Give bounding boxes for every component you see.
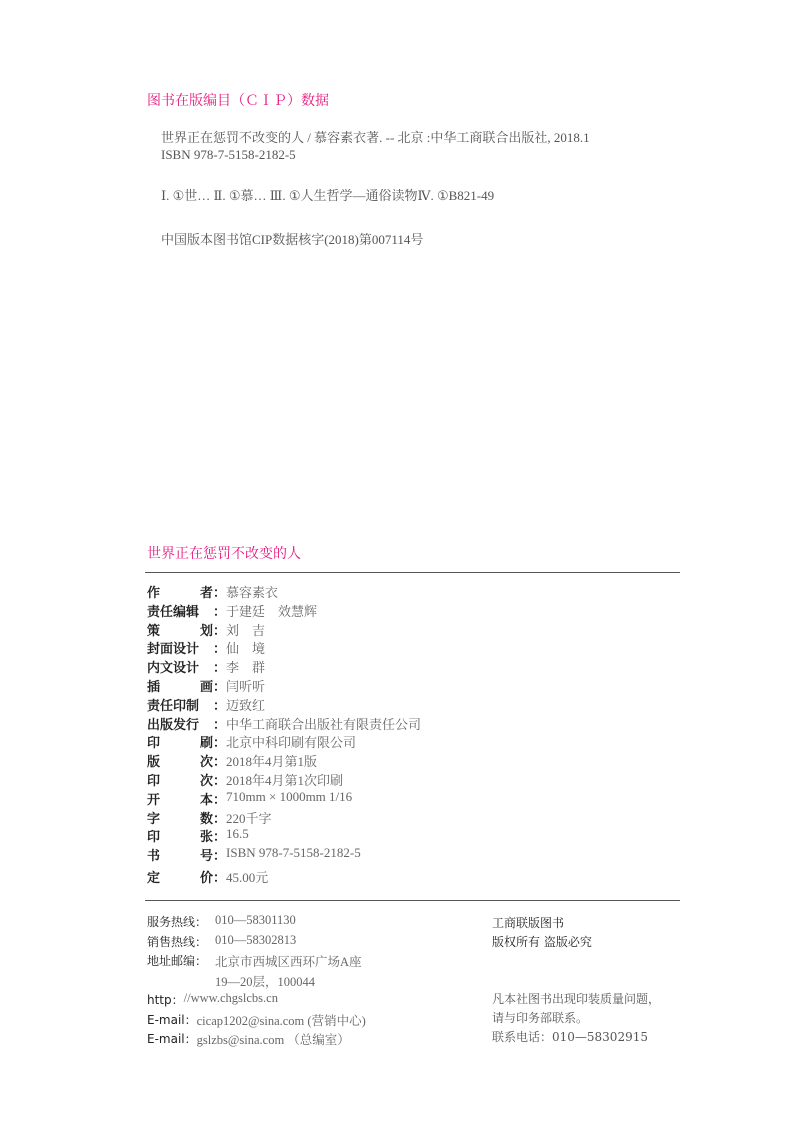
- colon: ：: [213, 623, 227, 639]
- contact-label: http：: [147, 993, 184, 1007]
- credit-label-char: 价: [199, 871, 213, 886]
- contact-row: [147, 1011, 366, 1029]
- colon: ：: [213, 642, 227, 658]
- credit-label-char: 作: [147, 586, 161, 601]
- credit-row: [147, 695, 265, 714]
- credit-row: [147, 732, 356, 751]
- credit-row: [147, 582, 278, 601]
- credit-label: [147, 582, 213, 601]
- contact-label: 地址邮编：: [147, 954, 208, 968]
- contact-label: 服务热线：: [147, 915, 208, 929]
- credit-value: 迈致红: [226, 697, 266, 713]
- credit-row: [147, 620, 265, 639]
- credit-label-char: 字: [147, 811, 161, 827]
- credit-value: 闫听听: [226, 679, 266, 694]
- contact-value: cicap1202@sina.com (营销中心): [196, 1013, 366, 1028]
- publisher-brand: 工商联版图书: [492, 916, 565, 930]
- credit-label-char: 版: [147, 755, 161, 771]
- credit-label: [147, 826, 213, 845]
- credit-value: 李 群: [226, 660, 266, 676]
- contact-value: 010—58301130: [215, 913, 296, 927]
- credit-row: [147, 808, 272, 827]
- colon: ：: [213, 661, 227, 677]
- credit-row: [147, 638, 265, 657]
- credit-label-char: 出版发行: [147, 717, 200, 733]
- credit-label: [147, 638, 213, 657]
- quality-notice: 凡本社图书出现印装质量问题，: [492, 992, 661, 1006]
- credit-label: [147, 714, 213, 733]
- credit-label-char: 印: [147, 774, 161, 789]
- cip-line-record: 中国版本图书馆CIP数据核字(2018)第007114号: [161, 232, 424, 247]
- colon: ：: [213, 755, 227, 771]
- colon: ：: [213, 680, 227, 695]
- credit-label-char: 责任印制: [147, 698, 200, 714]
- contact-label: [147, 972, 215, 990]
- contact-value: gslzbs@sina.com （总编室）: [196, 1033, 350, 1047]
- colon: ：: [213, 717, 227, 733]
- credit-value: 于建廷 效慧辉: [226, 603, 318, 619]
- credit-value: 45.00元: [226, 870, 269, 885]
- contact-value: 北京市西城区西环广场A座: [215, 955, 362, 969]
- credit-label: [147, 845, 213, 864]
- credit-value: 仙 境: [226, 641, 266, 657]
- credit-label-char: 本: [199, 792, 213, 808]
- credit-label-char: 者: [199, 586, 213, 601]
- colon: ：: [213, 774, 227, 789]
- credit-label: [147, 867, 213, 886]
- credit-row: [147, 789, 352, 808]
- credit-label-char: 刷: [199, 736, 213, 752]
- credit-row: [147, 845, 361, 864]
- divider: [145, 900, 680, 901]
- credit-label: [147, 620, 213, 639]
- credit-label-char: 张: [199, 830, 213, 846]
- contact-value: 19—20层，100044: [215, 974, 316, 989]
- credit-label-char: 次: [199, 774, 213, 789]
- contact-label: E-mail：: [147, 1012, 197, 1027]
- credit-value: ISBN 978-7-5158-2182-5: [226, 845, 361, 861]
- credit-label: [147, 601, 213, 620]
- credit-value: 220千字: [226, 810, 272, 826]
- colon: ：: [213, 736, 227, 752]
- colon: ：: [213, 698, 227, 714]
- credit-label-char: 责任编辑: [147, 604, 200, 620]
- contact-row: [147, 1030, 350, 1048]
- credit-value: 中华工商联合出版社有限责任公司: [226, 716, 422, 732]
- credit-label-char: 内文设计: [147, 661, 200, 677]
- credit-row: [147, 657, 265, 676]
- credit-label: [147, 808, 213, 827]
- credit-label-char: 印: [147, 830, 161, 846]
- credit-label-char: 数: [199, 811, 213, 827]
- colon: ：: [213, 586, 227, 601]
- credit-label-char: 画: [199, 680, 213, 695]
- credit-label: [147, 695, 213, 714]
- credit-label: [147, 657, 213, 676]
- cip-line-title: 世界正在惩罚不改变的人 / 慕容素衣著. -- 北京 :中华工商联合出版社, 2018.1: [161, 130, 590, 145]
- cip-line-isbn: ISBN 978-7-5158-2182-5: [161, 147, 296, 162]
- credit-row: [147, 714, 421, 733]
- credit-row: [147, 676, 265, 695]
- credit-label-char: 策: [147, 623, 161, 639]
- contact-row: [147, 933, 296, 950]
- credit-value: 慕容素衣: [226, 585, 279, 600]
- contact-value: //www.chgslcbs.cn: [183, 991, 278, 1005]
- book-title: 世界正在惩罚不改变的人: [147, 546, 301, 562]
- colon: ：: [213, 604, 227, 620]
- colon: ：: [213, 849, 227, 865]
- credit-label-char: 定: [147, 871, 161, 886]
- credit-label-char: 划: [199, 623, 213, 639]
- credit-label-char: 插: [147, 680, 161, 695]
- credit-label: [147, 770, 213, 789]
- credit-label-char: 开: [147, 792, 161, 808]
- credit-label-char: 次: [199, 755, 213, 771]
- contact-row: [147, 913, 296, 930]
- credit-label-char: 封面设计: [147, 642, 200, 658]
- colon: ：: [213, 811, 227, 827]
- contact-phone: 联系电话：010—58302915: [492, 1030, 648, 1044]
- credit-value: 16.5: [226, 826, 249, 842]
- credit-row: [147, 867, 268, 886]
- credit-value: 刘 吉: [226, 622, 266, 638]
- credit-row: [147, 826, 249, 845]
- contact-label: E-mail：: [147, 1032, 197, 1046]
- credit-value: 2018年4月第1版: [226, 754, 318, 770]
- colon: ：: [213, 871, 227, 886]
- contact-row: [147, 991, 278, 1008]
- contact-row: [147, 972, 315, 990]
- credit-value: 710mm × 1000mm 1/16: [226, 788, 353, 804]
- contact-label: 销售热线：: [147, 934, 208, 949]
- credit-label-char: 印: [147, 736, 161, 752]
- colon: ：: [213, 830, 227, 846]
- contact-value: 010—58302813: [215, 932, 297, 947]
- credit-label-char: 号: [199, 849, 213, 865]
- contact-row: [147, 952, 362, 970]
- credit-row: [147, 770, 343, 789]
- colon: ：: [213, 792, 227, 808]
- cip-heading: 图书在版编目（ＣＩＰ）数据: [147, 93, 329, 109]
- credit-label: [147, 751, 213, 770]
- credit-row: [147, 751, 317, 770]
- quality-notice-2: 请与印务部联系。: [492, 1011, 589, 1025]
- divider: [145, 572, 680, 573]
- credit-label: [147, 676, 213, 695]
- rights-notice: 版权所有 盗版必究: [492, 935, 592, 949]
- credit-label: [147, 789, 213, 808]
- credit-label-char: 书: [147, 849, 161, 865]
- credit-value: 北京中科印刷有限公司: [226, 735, 357, 751]
- cip-line-classification: Ⅰ. ①世… Ⅱ. ①慕… Ⅲ. ①人生哲学—通俗读物Ⅳ. ①B821-49: [161, 188, 495, 203]
- credit-label: [147, 732, 213, 751]
- credit-value: 2018年4月第1次印刷: [226, 773, 344, 788]
- credit-row: [147, 601, 317, 620]
